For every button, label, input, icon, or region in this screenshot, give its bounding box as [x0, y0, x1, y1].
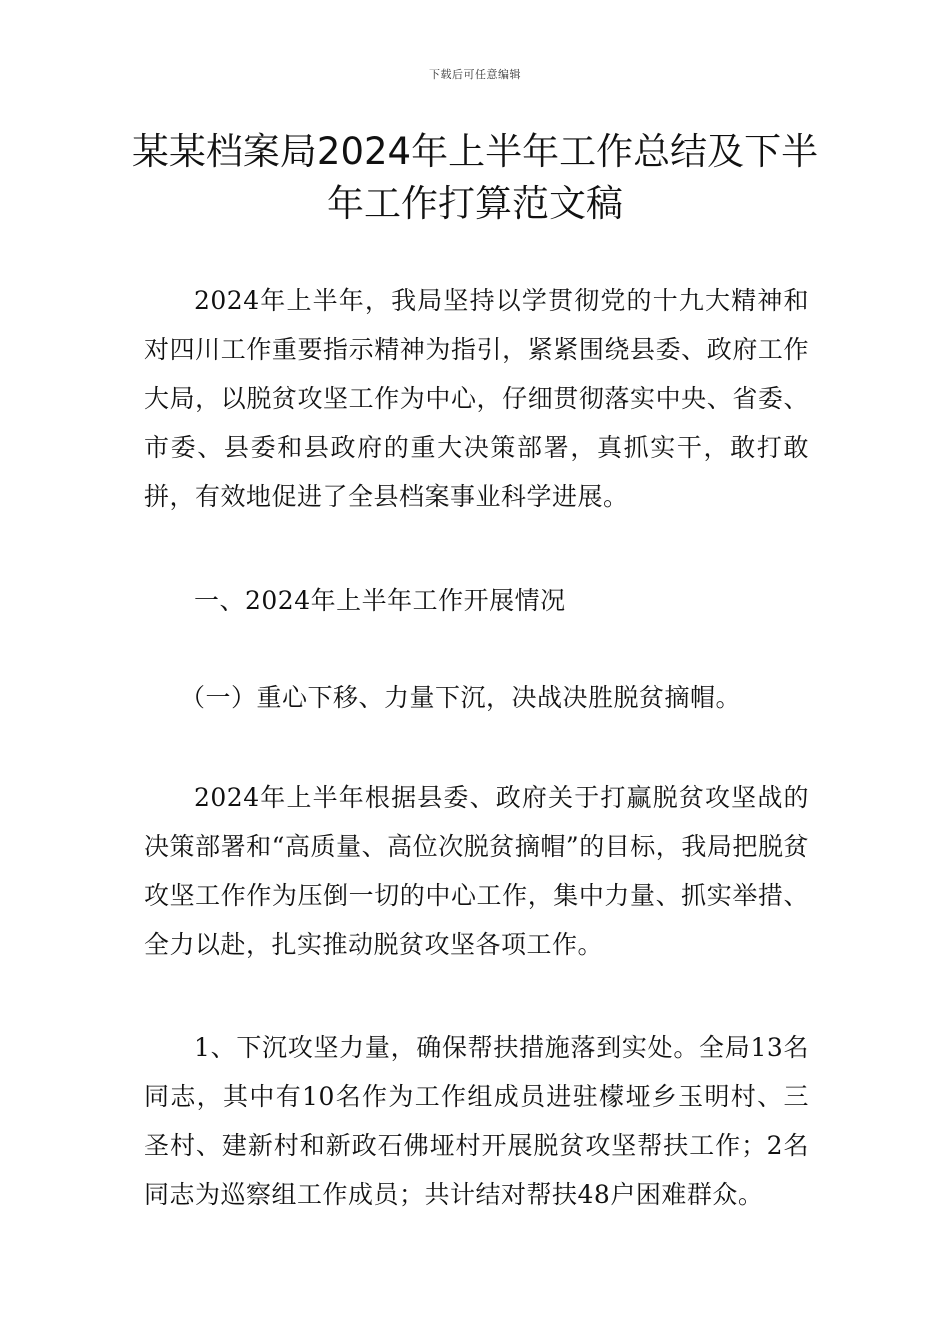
section-heading: 一、2024年上半年工作开展情况	[194, 586, 566, 615]
paragraph-intro: 2024年上半年，我局坚持以学贯彻党的十九大精神和对四川工作重要指示精神为指引，紧紧围绕县委、政府工作大局，以脱贫攻坚工作为中心，仔细贯彻落实中央、省委、市委、县委和县政府的重大决策部署，真抓实干，敢打敢拼，有效地促进了全县档案事业科学进展。	[144, 286, 809, 511]
title-line-1: 某某档案局2024年上半年工作总结及下半	[131, 130, 819, 173]
paragraph-body: 2024年上半年根据县委、政府关于打赢脱贫攻坚战的决策部署和“高质量、高位次脱贫摘帽”的目标，我局把脱贫攻坚工作作为压倒一切的中心工作，集中力量、抓实举措、全力以赴，扎实推动脱贫攻坚各项工作。	[144, 783, 809, 959]
title-line-2: 年工作打算范文稿	[327, 182, 623, 225]
header-note: 下载后可任意编辑	[429, 68, 521, 81]
document-title	[120, 126, 830, 230]
paragraph-item-1: 1、下沉攻坚力量，确保帮扶措施落到实处。全局13名同志，其中有10名作为工作组成员进驻檬垭乡玉明村、三圣村、建新村和新政石佛垭村开展脱贫攻坚帮扶工作；2名同志为巡察组工作成员；共计结对帮扶48户困难群众。	[144, 1033, 809, 1209]
subsection-heading: （一）重心下移、力量下沉，决战决胜脱贫摘帽。	[180, 683, 742, 712]
